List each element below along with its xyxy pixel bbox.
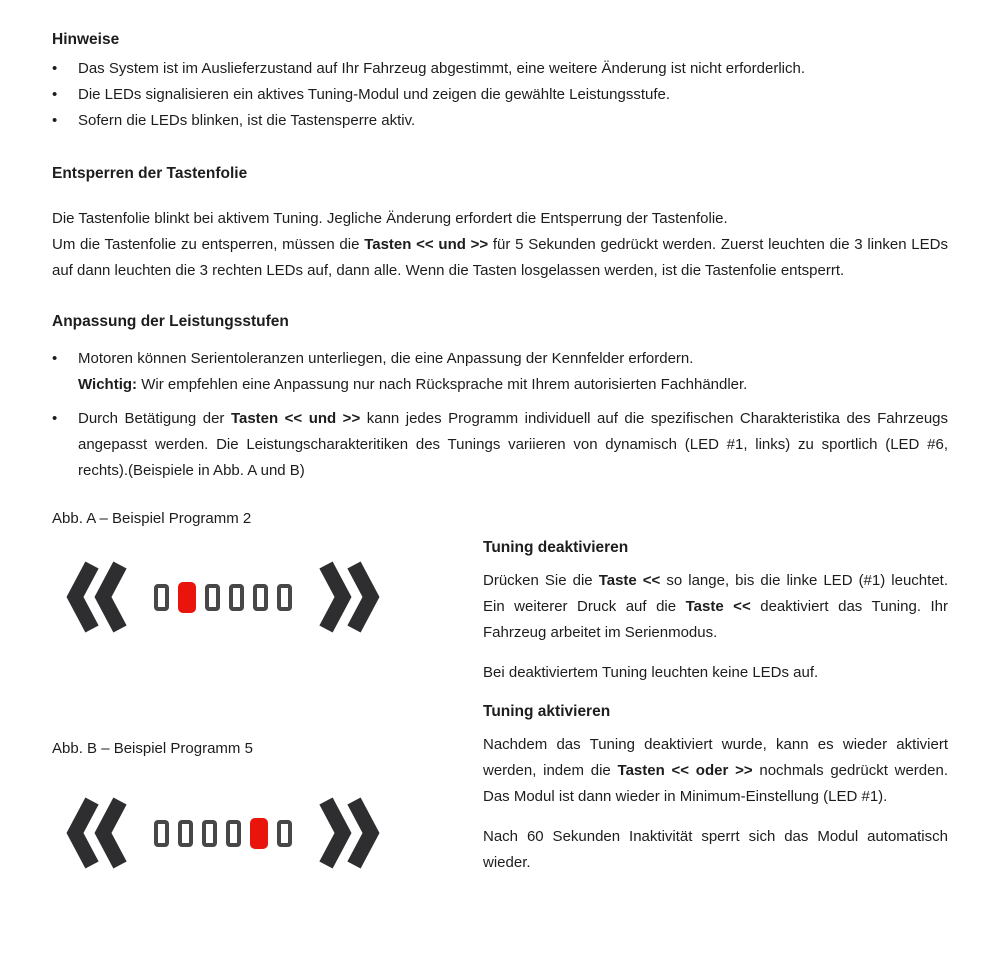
- bullet-item: [52, 82, 948, 108]
- bullet-text: Die LEDs signalisieren ein aktives Tuning-Modul und zeigen die gewählte Leistungsstufe.: [78, 86, 671, 103]
- bullet-text: [78, 346, 948, 398]
- led-inactive: [277, 820, 292, 847]
- led-inactive: [226, 820, 241, 847]
- led-inactive: [154, 820, 169, 847]
- bullet-item: [52, 108, 948, 134]
- instructions-column: [483, 538, 948, 876]
- led-strip-b: [154, 818, 292, 849]
- led-inactive: [202, 820, 217, 847]
- entsperren-line1: Die Tastenfolie blinkt bei aktivem Tuning. Jegliche Änderung erfordert die Entsperrung der Tastenfolie.: [52, 210, 728, 227]
- led-inactive: [229, 584, 244, 611]
- bullet-marker: •: [52, 410, 58, 427]
- double-chevron-left-icon: [58, 560, 132, 634]
- led-inactive: [253, 584, 268, 611]
- tuning-aktivieren-note: Nach 60 Sekunden Inaktivität sperrt sich das Modul automatisch wieder.: [483, 828, 948, 871]
- anpassung-bullet1-line2: Wichtig: Wir empfehlen eine Anpassung nur nach Rücksprache mit Ihrem autorisierten Fachhändler.: [78, 376, 748, 393]
- bullet-marker: •: [52, 86, 58, 103]
- led-active: [178, 582, 196, 613]
- entsperren-body: Um die Tastenfolie zu entsperren, müssen die Tasten << und >> für 5 Sekunden gedrückt werden. Zuerst leuchten die 3 linken LEDs auf dann leuchten die 3 rechten LEDs auf, dann alle. Wenn die Tasten losgelassen werden, ist die Tastenfolie entsperrt.: [52, 236, 948, 279]
- figure-a-caption: Abb. A – Beispiel Programm 2: [52, 510, 252, 527]
- hinweise-heading: Hinweise: [52, 31, 120, 48]
- led-active: [250, 818, 268, 849]
- entsperren-heading: Entsperren der Tastenfolie: [52, 165, 248, 182]
- double-chevron-left-icon: [58, 796, 132, 870]
- tuning-deaktivieren-note: Bei deaktiviertem Tuning leuchten keine LEDs auf.: [483, 664, 819, 681]
- led-inactive: [205, 584, 220, 611]
- led-inactive: [154, 584, 169, 611]
- anpassung-bullet2-text: Durch Betätigung der Tasten << und >> kann jedes Programm individuell auf die spezifischen Charakteristika des Fahrzeugs angepasst werden. Die Leistungscharakteritiken des Tunings variieren von dynamisch (LED #1, links) zu sportlich (LED #6, rechts).(Beispiele in Abb. A und B): [78, 410, 949, 479]
- tuning-aktivieren-paragraph: Nachdem das Tuning deaktiviert wurde, kann es wieder aktiviert werden, indem die Tasten << oder >> nochmals gedrückt werden. Das Modul ist dann wieder in Minimum-Einstellung (LED #1).: [483, 736, 948, 805]
- bullet-marker: •: [52, 112, 58, 129]
- bullet-marker: •: [52, 350, 58, 367]
- figure-b-caption: Abb. B – Beispiel Programm 5: [52, 740, 253, 757]
- tuning-deaktivieren-paragraph: Drücken Sie die Taste << so lange, bis die linke LED (#1) leuchtet. Ein weiterer Druck auf die Taste << deaktiviert das Tuning. Ihr Fahrzeug arbeitet im Serienmodus.: [483, 572, 949, 641]
- figures-section: [0, 490, 1000, 920]
- bullet-text: Sofern die LEDs blinken, ist die Tastensperre aktiv.: [78, 112, 416, 129]
- hinweise-bullet-list: [52, 56, 948, 134]
- double-chevron-right-icon: [314, 560, 388, 634]
- led-inactive: [178, 820, 193, 847]
- anpassung-heading: Anpassung der Leistungsstufen: [52, 313, 289, 330]
- figure-a: [58, 560, 388, 634]
- bullet-item: [52, 346, 948, 398]
- tuning-aktivieren-heading: Tuning aktivieren: [483, 703, 611, 720]
- bullet-item: [52, 406, 948, 484]
- led-inactive: [277, 584, 292, 611]
- bullet-marker: •: [52, 60, 58, 77]
- figure-b: [58, 796, 388, 870]
- entsperren-paragraph: [52, 206, 948, 284]
- anpassung-bullet-list: [52, 346, 948, 484]
- tuning-deaktivieren-heading: Tuning deaktivieren: [483, 539, 629, 556]
- anpassung-bullet1-line1: Motoren können Serientoleranzen unterliegen, die eine Anpassung der Kennfelder erfordern.: [78, 350, 694, 367]
- double-chevron-right-icon: [314, 796, 388, 870]
- bullet-text: Das System ist im Auslieferzustand auf Ihr Fahrzeug abgestimmt, eine weitere Änderung ist nicht erforderlich.: [78, 60, 805, 77]
- bullet-item: [52, 56, 948, 82]
- led-strip-a: [154, 582, 292, 613]
